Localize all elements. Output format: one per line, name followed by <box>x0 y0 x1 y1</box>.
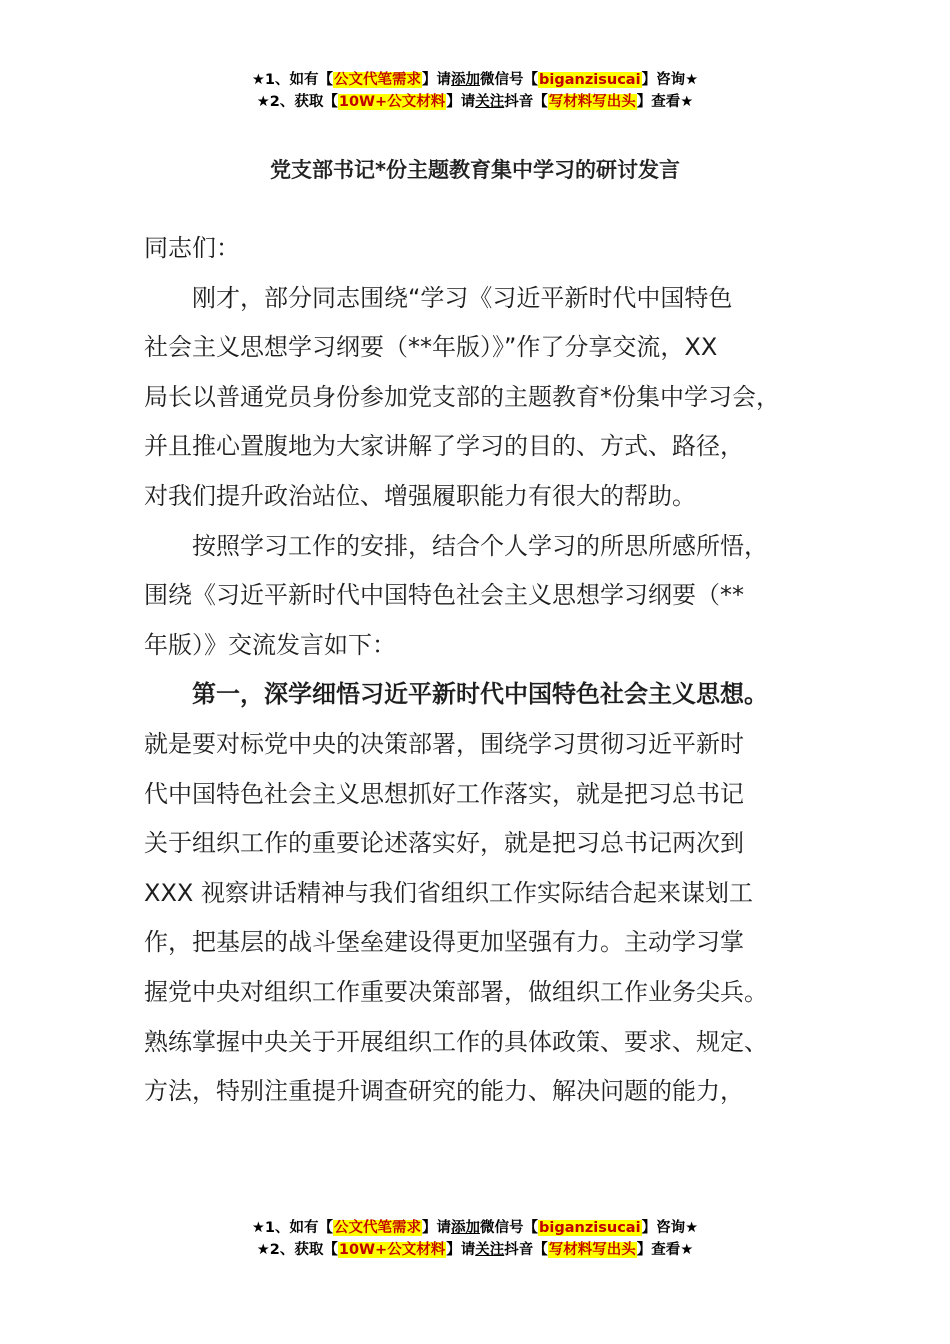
paragraph-line: 熟练掌握中央关于开展组织工作的具体政策、要求、规定、 <box>144 1027 768 1056</box>
banner-text: 抖音【 <box>504 94 548 110</box>
banner-text: 微信号【 <box>480 1220 539 1236</box>
banner-text: 】请 <box>446 94 476 110</box>
paragraph-line: 社会主义思想学习纲要（**年版）》”作了分享交流，XX <box>144 333 718 362</box>
paragraph-line: 年版）》交流发言如下： <box>144 630 396 659</box>
banner-text: ★1、如有【 <box>251 1220 334 1236</box>
banner-text: 】请 <box>422 1220 452 1236</box>
document-body <box>144 224 834 1117</box>
paragraph-line: 代中国特色社会主义思想抓好工作落实，就是把习总书记 <box>144 779 744 808</box>
paragraph-line: 按照学习工作的安排，结合个人学习的所思所感所悟， <box>192 531 768 560</box>
banner-text: 】请 <box>422 72 452 88</box>
paragraph-line: 方法，特别注重提升调查研究的能力、解决问题的能力， <box>144 1077 744 1106</box>
paragraph-line: XXX 视察讲话精神与我们省组织工作实际结合起来谋划工 <box>144 878 753 907</box>
section-heading: 第一，深学细悟习近平新时代中国特色社会主义思想。 <box>192 680 768 709</box>
banner-underline: 关注 <box>475 94 505 110</box>
banner-underline: 添加 <box>451 1220 481 1236</box>
banner-underline: 添加 <box>451 72 481 88</box>
banner-line-1 <box>0 1217 950 1239</box>
header-banner <box>0 69 950 113</box>
paragraph-line: 对我们提升政治站位、增强履职能力有很大的帮助。 <box>144 481 696 510</box>
banner-text: 】咨询★ <box>641 1220 699 1236</box>
paragraph-line: 围绕《习近平新时代中国特色社会主义思想学习纲要（** <box>144 581 744 610</box>
banner-highlight: 写材料写出头 <box>548 94 636 110</box>
banner-text: 】请 <box>446 1242 476 1258</box>
paragraph-line: 就是要对标党中央的决策部署，围绕学习贯彻习近平新时 <box>144 729 744 758</box>
banner-line-2 <box>0 91 950 113</box>
banner-text: 】查看★ <box>636 1242 694 1258</box>
banner-text: ★1、如有【 <box>251 72 334 88</box>
banner-text: 抖音【 <box>504 1242 548 1258</box>
paragraph-line: 握党中央对组织工作重要决策部署，做组织工作业务尖兵。 <box>144 977 768 1006</box>
paragraph-line: 作，把基层的战斗堡垒建设得更加坚强有力。主动学习掌 <box>144 928 744 957</box>
banner-highlight: 10W+公文材料 <box>338 1242 446 1258</box>
banner-text: 微信号【 <box>480 72 539 88</box>
banner-text: 】查看★ <box>636 94 694 110</box>
paragraph-line: 刚才，部分同志围绕“学习《习近平新时代中国特色 <box>192 283 733 312</box>
banner-text: ★2、获取【 <box>256 1242 338 1258</box>
document-title: 党支部书记*份主题教育集中学习的研讨发言 <box>270 158 680 182</box>
banner-text: 】咨询★ <box>641 72 699 88</box>
banner-highlight: 公文代笔需求 <box>334 72 422 88</box>
footer-banner <box>0 1217 950 1261</box>
banner-underline: 关注 <box>475 1242 505 1258</box>
paragraph-line: 关于组织工作的重要论述落实好，就是把习总书记两次到 <box>144 829 744 858</box>
banner-highlight: biganzisucai <box>539 1220 641 1236</box>
salutation: 同志们： <box>144 234 240 262</box>
banner-line-1 <box>0 69 950 91</box>
banner-line-2 <box>0 1239 950 1261</box>
paragraph-line: 局长以普通党员身份参加党支部的主题教育*份集中学习会， <box>144 382 780 411</box>
banner-highlight: 公文代笔需求 <box>334 1220 422 1236</box>
banner-text: ★2、获取【 <box>256 94 338 110</box>
paragraph-line: 并且推心置腹地为大家讲解了学习的目的、方式、路径， <box>144 432 744 461</box>
banner-highlight: 10W+公文材料 <box>338 94 446 110</box>
banner-highlight: 写材料写出头 <box>548 1242 636 1258</box>
banner-highlight: biganzisucai <box>539 72 641 88</box>
